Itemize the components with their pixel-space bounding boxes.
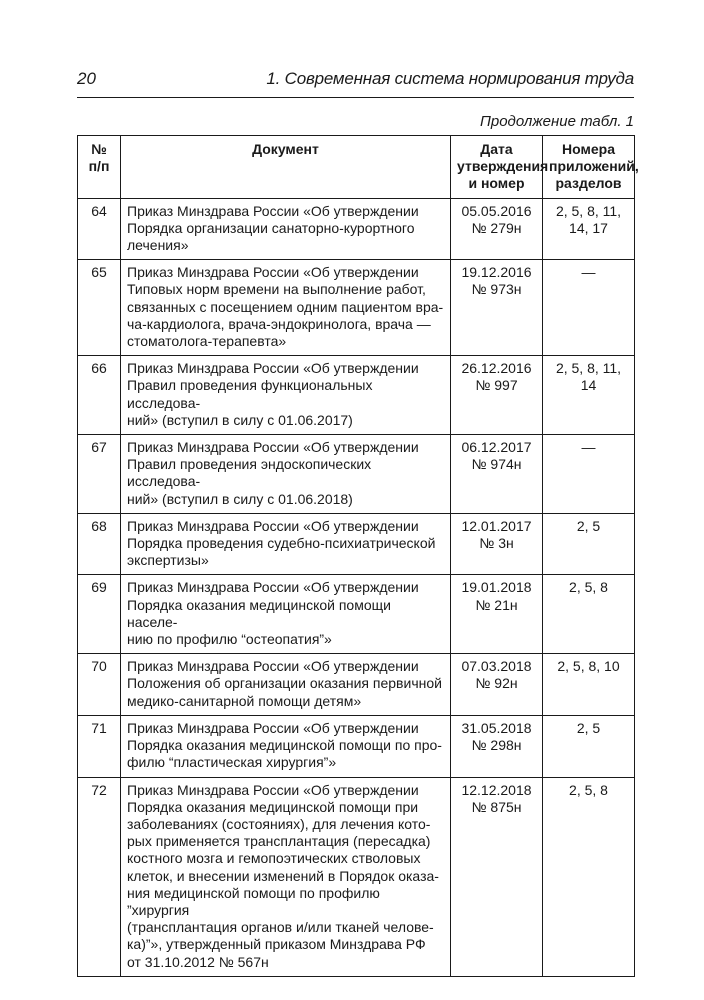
cell-line: 31.05.2018 [461,719,532,736]
row-number: 66 [78,356,121,435]
cell-line: Порядка оказания медицинской помощи населе- [127,596,391,630]
running-title: 1. Современная система нормирования труда [266,69,634,88]
row-date [451,513,543,575]
row-number: 71 [78,715,121,777]
cell-line: 06.12.2017 [461,439,532,456]
row-document [121,435,451,514]
cell-line: рых применяется трансплантация (пересадка) [127,833,431,850]
cell-line: ний» (вступил в силу с 01.06.2017) [127,411,353,428]
cell-line: № 997 [475,377,518,394]
row-appendices [543,260,635,356]
row-document [121,513,451,575]
cell-line: Приказ Минздрава России «Об утверждении [127,517,419,534]
cell-line: Приказ Минздрава России «Об утверждении [127,360,419,377]
cell-line: № 3н [479,535,514,552]
cell-line: № 92н [475,675,518,692]
cell-line: утверждения [457,158,549,175]
cell-line: 12.12.2018 [461,781,532,798]
cell-line: Порядка организации санаторно-курортного [127,219,415,236]
row-document [121,654,451,716]
cell-line: Номера [562,141,615,157]
cell-line: Положения об организации оказания первичной [127,675,442,692]
cell-line: — [581,439,596,456]
header-num [78,136,121,199]
row-document [121,260,451,356]
cell-line: Приказ Минздрава России «Об утверждении [127,439,419,456]
cell-line: Порядка проведения судебно-психиатрической [127,535,436,552]
cell-line: филю “пластическая хирургия”» [127,754,337,771]
cell-line: клеток, и внесении изменений в Порядок оказа- [127,867,439,884]
cell-line: 19.12.2016 [461,264,532,281]
cell-line: ча-кардиолога, врача-эндокринолога, врача — [127,315,431,332]
table-row [78,198,635,260]
cell-line: № [91,141,107,157]
cell-line: № 974н [471,456,522,473]
table-row [78,513,635,575]
row-date [451,575,543,654]
row-date [451,777,543,976]
cell-line: связанных с посещением одним пациентом вра- [127,298,444,315]
cell-line: 2, 5 [576,517,601,534]
row-number: 67 [78,435,121,514]
row-document [121,198,451,260]
row-date [451,715,543,777]
cell-line: ка)”», утвержденный приказом Минздрава РФ [127,936,426,953]
cell-line: (трансплантация органов и/или тканей челове- [127,919,434,936]
cell-line: приложений, [549,158,639,175]
row-date [451,654,543,716]
row-date [451,198,543,260]
row-number: 65 [78,260,121,356]
cell-line: № 973н [471,281,522,298]
cell-line: — [581,264,596,281]
cell-line: Правил проведения эндоскопических исследова- [127,456,372,490]
row-date [451,260,543,356]
table-row [78,435,635,514]
row-number: 69 [78,575,121,654]
row-appendices [543,356,635,435]
table-row [78,356,635,435]
row-number: 72 [78,777,121,976]
row-number: 70 [78,654,121,716]
cell-line: 12.01.2017 [461,517,532,534]
row-appendices [543,198,635,260]
cell-line: № 21н [475,596,518,613]
header-date [451,136,549,199]
cell-line: Приказ Минздрава России «Об утверждении [127,781,419,798]
cell-line: 2, 5, 8 [569,579,608,596]
cell-line: Правил проведения функциональных исследова- [127,377,373,411]
table-row [78,777,635,976]
row-appendices [543,777,635,976]
header-appendices [543,136,639,199]
cell-line: 2, 5, 8, 10 [557,658,620,675]
cell-line: ний» (вступил в силу с 01.06.2018) [127,490,353,507]
cell-line: Дата [480,141,513,157]
row-document [121,715,451,777]
cell-line: Приказ Минздрава России «Об утверждении [127,264,419,281]
table-continuation-label: Продолжение табл. 1 [480,113,634,130]
cell-line: 05.05.2016 [461,202,532,219]
cell-line: нию по профилю “остеопатия”» [127,631,332,648]
cell-line: Приказ Минздрава России «Об утверждении [127,658,419,675]
cell-line: Приказ Минздрава России «Об утверждении [127,202,419,219]
row-appendices [543,654,635,716]
cell-line: костного мозга и гемопоэтических стволовых [127,850,421,867]
cell-line: 19.01.2018 [461,579,532,596]
cell-line: 2, 5, 8 [569,781,608,798]
cell-line: 2, 5, 8, 11, [555,202,622,219]
cell-line: Порядка оказания медицинской помощи при [127,798,419,815]
cell-line: п/п [88,158,110,175]
cell-line: Типовых норм времени на выполнение работ, [127,281,426,298]
cell-line: стоматолога-терапевта» [127,333,287,350]
row-number: 68 [78,513,121,575]
row-number: 64 [78,198,121,260]
cell-line: медико-санитарной помощи детям» [127,692,362,709]
row-appendices [543,435,635,514]
cell-line: заболеваниях (состояниях), для лечения кото- [127,815,431,832]
row-appendices [543,513,635,575]
cell-line: № 875н [471,798,522,815]
table-row [78,715,635,777]
cell-line: 2, 5, 8, 11, 14 [555,360,622,394]
cell-line: 07.03.2018 [461,658,532,675]
row-document [121,777,451,976]
table-row [78,575,635,654]
table-row [78,654,635,716]
row-appendices [543,575,635,654]
cell-line: 2, 5 [576,719,601,736]
table-header-row [78,136,635,199]
cell-line: Приказ Минздрава России «Об утверждении [127,579,419,596]
cell-line: лечения» [127,237,189,254]
cell-line: № 298н [471,737,522,754]
cell-line: от 31.10.2012 № 567н [127,953,269,970]
documents-table [77,135,639,977]
row-appendices [543,715,635,777]
cell-line: № 279н [471,219,522,236]
header-document: Документ [121,136,451,199]
table-row [78,260,635,356]
row-date [451,356,543,435]
cell-line: разделов [555,175,622,192]
cell-line: ния медицинской помощи по профилю ”хирургия [127,884,380,918]
row-document [121,356,451,435]
header-rule [77,97,634,98]
cell-line: 14, 17 [569,219,608,236]
row-date [451,435,543,514]
cell-line: Порядка оказания медицинской помощи по про- [127,737,442,754]
cell-line: Приказ Минздрава России «Об утверждении [127,719,419,736]
page-number: 20 [77,69,96,88]
cell-line: и номер [468,175,525,192]
cell-line: экспертизы» [127,552,209,569]
cell-line: 26.12.2016 [461,360,532,377]
row-document [121,575,451,654]
